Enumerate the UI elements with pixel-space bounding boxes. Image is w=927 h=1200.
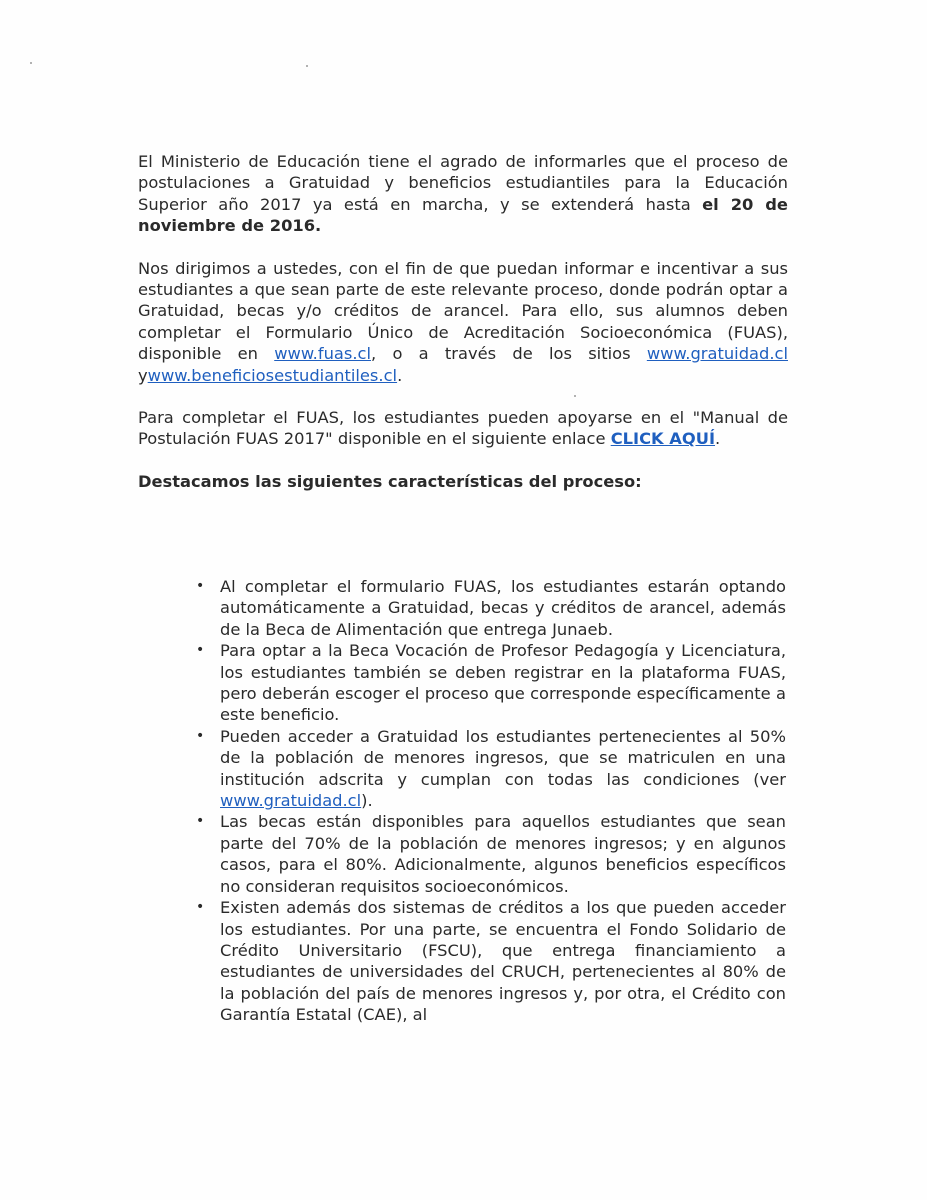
paragraph-fuas-sep: y: [138, 365, 148, 385]
list-item: [196, 897, 786, 1025]
paragraph-intro: [138, 151, 788, 237]
gratuidad-link[interactable]: www.gratuidad.cl: [646, 344, 788, 364]
paragraph-manual: [138, 407, 788, 450]
characteristics-list: [196, 576, 786, 1026]
list-item-text: Al completar el formulario FUAS, los estudiantes estarán optando automáticamente a Gratuidad, becas y créditos de arancel, además de la Beca de Alimentación que entrega Junaeb.: [220, 577, 786, 639]
beneficios-link[interactable]: www.beneficiosestudiantiles.cl: [147, 365, 398, 385]
bullet-icon: •: [196, 813, 205, 830]
paragraph-fuas-end: .: [397, 365, 403, 385]
deadline-date: el 20 de noviembre de 2016.: [138, 194, 788, 236]
list-item-text-end: ).: [361, 791, 373, 811]
paragraph-fuas-mid: , o a través de los sitios: [371, 344, 647, 364]
bullet-icon: •: [196, 578, 205, 594]
gratuidad-link-inline[interactable]: www.gratuidad.cl: [220, 791, 362, 811]
paragraph-manual-end: .: [715, 429, 721, 449]
list-item-text: Pueden acceder a Gratuidad los estudiantes pertenecientes al 50% de la población de menores ingresos, que se matriculen en una institución adscrita y cumplan con todas las condiciones (ver: [220, 726, 786, 789]
click-aqui-link[interactable]: CLICK AQUÍ: [610, 429, 716, 449]
section-heading: Destacamos las siguientes características del proceso:: [138, 471, 642, 491]
fuas-link[interactable]: www.fuas.cl: [274, 344, 372, 364]
paragraph-manual-text: Para completar el FUAS, los estudiantes pueden apoyarse en el "Manual de Postulación FUAS 2017" disponible en el siguiente enlace: [138, 408, 788, 449]
bullet-icon: •: [196, 899, 205, 916]
list-item: [196, 640, 786, 726]
list-item-text: Para optar a la Beca Vocación de Profesor Pedagogía y Licenciatura, los estudiantes también se deben registrar en la plataforma FUAS, pero deberán escoger el proceso que corresponde específicamente a este beneficio.: [220, 641, 786, 725]
paragraph-fuas: [138, 258, 788, 386]
list-item: [196, 811, 786, 897]
bullet-icon: •: [196, 642, 205, 659]
list-item: [196, 576, 786, 640]
scan-speck: [30, 62, 32, 64]
paragraph-intro-text: El Ministerio de Educación tiene el agrado de informarles que el proceso de postulaciones a Gratuidad y beneficios estudiantiles para la Educación Superior año 2017 ya está en marcha, y se extenderá hasta: [138, 152, 788, 214]
bullet-icon: •: [196, 727, 205, 744]
letter-body: [138, 151, 788, 1025]
scan-speck: [306, 65, 308, 67]
list-item-text: Las becas están disponibles para aquellos estudiantes que sean parte del 70% de la población de menores ingresos; y en algunos casos, para el 80%. Adicionalmente, algunos beneficios específicos no consideran requisitos socioeconómicos.: [220, 812, 786, 896]
list-item: [196, 726, 786, 812]
paragraph-fuas-text: Nos dirigimos a ustedes, con el fin de que puedan informar e incentivar a sus estudiantes a que sean parte de este relevante proceso, donde podrán optar a Gratuidad, becas y/o créditos de arancel. Para ello, sus alumnos deben completar el Formulario Único de Acreditación Socioeconómica (FUAS), disponible en: [138, 258, 788, 364]
list-item-text: Existen además dos sistemas de créditos a los que pueden acceder los estudiantes. Por una parte, se encuentra el Fondo Solidario de Crédito Universitario (FSCU), que entrega financiamiento a estudiantes de universidades del CRUCH, pertenecientes al 80% de la población del país de menores ingresos y, por otra, el Crédito con Garantía Estatal (CAE), al: [220, 898, 786, 1025]
